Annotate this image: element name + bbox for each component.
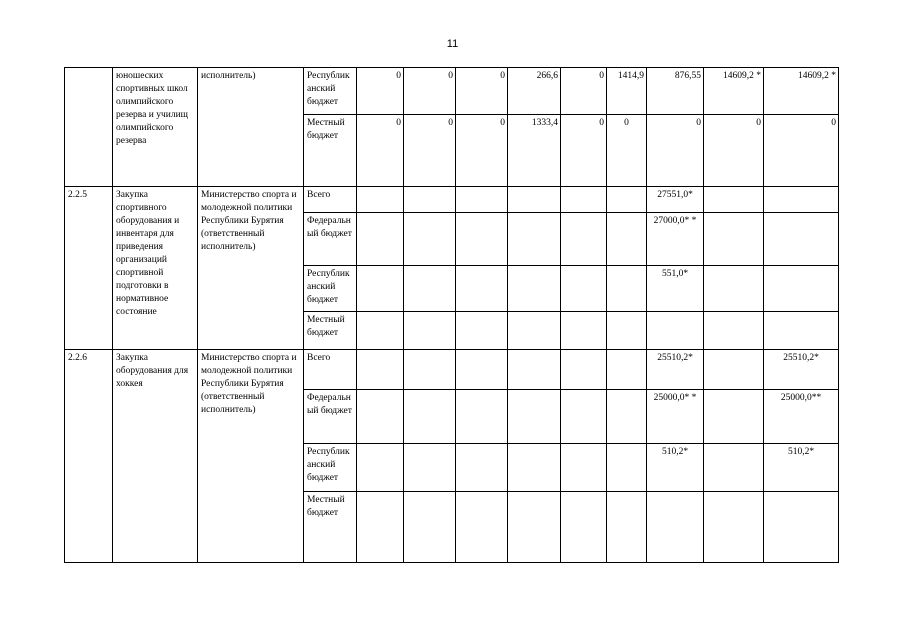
value-cell <box>404 444 456 492</box>
value-cell <box>561 213 607 266</box>
value-cell <box>764 187 839 213</box>
value-cell: 0 <box>404 68 456 115</box>
executor-cell: Министерство спорта и молодежной политики Республики Бурятия (ответственный исполнитель) <box>198 187 304 350</box>
value-cell <box>704 213 764 266</box>
value-cell <box>404 213 456 266</box>
value-cell <box>607 350 647 390</box>
item-name-cell: Закупка спортивного оборудования и инвентаря для приведения организаций спортивной подготовки в нормативное состояние <box>113 187 198 350</box>
funding-source-cell: Республиканский бюджет <box>304 68 357 115</box>
value-cell: 0 <box>456 115 508 187</box>
value-cell <box>561 312 607 350</box>
funding-source-cell: Республиканский бюджет <box>304 266 357 312</box>
funding-source-cell: Местный бюджет <box>304 312 357 350</box>
value-cell: 14609,2 * <box>764 68 839 115</box>
value-cell <box>704 187 764 213</box>
value-cell: 25000,0** <box>764 390 839 444</box>
value-cell <box>508 492 561 563</box>
value-cell: 27551,0* <box>647 187 704 213</box>
value-cell <box>456 213 508 266</box>
value-cell: 1333,4 <box>508 115 561 187</box>
value-cell <box>561 350 607 390</box>
value-cell <box>404 312 456 350</box>
value-cell <box>607 444 647 492</box>
value-cell: 0 <box>357 115 404 187</box>
value-cell <box>607 492 647 563</box>
value-cell <box>404 350 456 390</box>
value-cell: 0 <box>561 115 607 187</box>
value-cell <box>456 312 508 350</box>
value-cell: 0 <box>357 68 404 115</box>
value-cell <box>456 266 508 312</box>
value-cell: 0 <box>647 115 704 187</box>
value-cell <box>704 266 764 312</box>
value-cell <box>508 312 561 350</box>
program-funding-table <box>64 67 839 563</box>
value-cell <box>508 390 561 444</box>
value-cell: 25510,2* <box>647 350 704 390</box>
value-cell <box>647 312 704 350</box>
value-cell <box>647 492 704 563</box>
value-cell: 0 <box>456 68 508 115</box>
value-cell: 14609,2 * <box>704 68 764 115</box>
value-cell <box>561 444 607 492</box>
value-cell: 0 <box>704 115 764 187</box>
page-number: 11 <box>446 38 459 50</box>
funding-source-cell: Всего <box>304 187 357 213</box>
funding-source-cell: Федеральный бюджет <box>304 390 357 444</box>
value-cell: 0 <box>404 115 456 187</box>
value-cell <box>508 213 561 266</box>
value-cell <box>456 390 508 444</box>
value-cell: 510,2* <box>764 444 839 492</box>
table-row <box>65 187 839 213</box>
table-row <box>65 350 839 390</box>
executor-cell: исполнитель) <box>198 68 304 187</box>
table-row <box>65 68 839 115</box>
funding-source-cell: Всего <box>304 350 357 390</box>
item-name-cell: Закупка оборудования для хоккея <box>113 350 198 563</box>
value-cell <box>508 444 561 492</box>
value-cell: 1414,9 <box>607 68 647 115</box>
funding-source-cell: Республиканский бюджет <box>304 444 357 492</box>
value-cell <box>357 444 404 492</box>
value-cell <box>456 350 508 390</box>
value-cell <box>404 492 456 563</box>
value-cell: 25510,2* <box>764 350 839 390</box>
item-number-cell: 2.2.5 <box>65 187 113 350</box>
value-cell <box>607 187 647 213</box>
value-cell: 0 <box>764 115 839 187</box>
value-cell <box>404 266 456 312</box>
value-cell <box>607 213 647 266</box>
value-cell <box>404 187 456 213</box>
funding-source-cell: Федеральный бюджет <box>304 213 357 266</box>
value-cell <box>357 350 404 390</box>
value-cell: 25000,0* * <box>647 390 704 444</box>
item-number-cell <box>65 68 113 187</box>
value-cell <box>357 312 404 350</box>
value-cell <box>561 492 607 563</box>
value-cell: 27000,0* * <box>647 213 704 266</box>
value-cell <box>561 390 607 444</box>
value-cell <box>357 266 404 312</box>
value-cell <box>357 390 404 444</box>
value-cell <box>357 492 404 563</box>
value-cell <box>607 266 647 312</box>
value-cell <box>764 492 839 563</box>
value-cell <box>704 492 764 563</box>
value-cell <box>561 187 607 213</box>
value-cell <box>456 492 508 563</box>
value-cell <box>704 444 764 492</box>
value-cell: 0 <box>561 68 607 115</box>
value-cell <box>508 266 561 312</box>
value-cell: 266,6 <box>508 68 561 115</box>
value-cell <box>607 390 647 444</box>
funding-source-cell: Местный бюджет <box>304 492 357 563</box>
value-cell <box>357 213 404 266</box>
value-cell <box>561 266 607 312</box>
value-cell <box>508 187 561 213</box>
funding-source-cell: Местный бюджет <box>304 115 357 187</box>
value-cell <box>764 266 839 312</box>
value-cell <box>456 187 508 213</box>
value-cell <box>764 312 839 350</box>
executor-cell: Министерство спорта и молодежной политики Республики Бурятия (ответственный исполнитель) <box>198 350 304 563</box>
value-cell <box>704 312 764 350</box>
value-cell <box>508 350 561 390</box>
value-cell: 510,2* <box>647 444 704 492</box>
value-cell <box>704 390 764 444</box>
item-number-cell: 2.2.6 <box>65 350 113 563</box>
value-cell <box>764 213 839 266</box>
value-cell: 0 <box>607 115 647 187</box>
value-cell <box>704 350 764 390</box>
item-name-cell: юношеских спортивных школ олимпийского резерва и училищ олимпийского резерва <box>113 68 198 187</box>
value-cell: 876,55 <box>647 68 704 115</box>
value-cell <box>607 312 647 350</box>
value-cell <box>357 187 404 213</box>
value-cell: 551,0* <box>647 266 704 312</box>
value-cell <box>456 444 508 492</box>
value-cell <box>404 390 456 444</box>
